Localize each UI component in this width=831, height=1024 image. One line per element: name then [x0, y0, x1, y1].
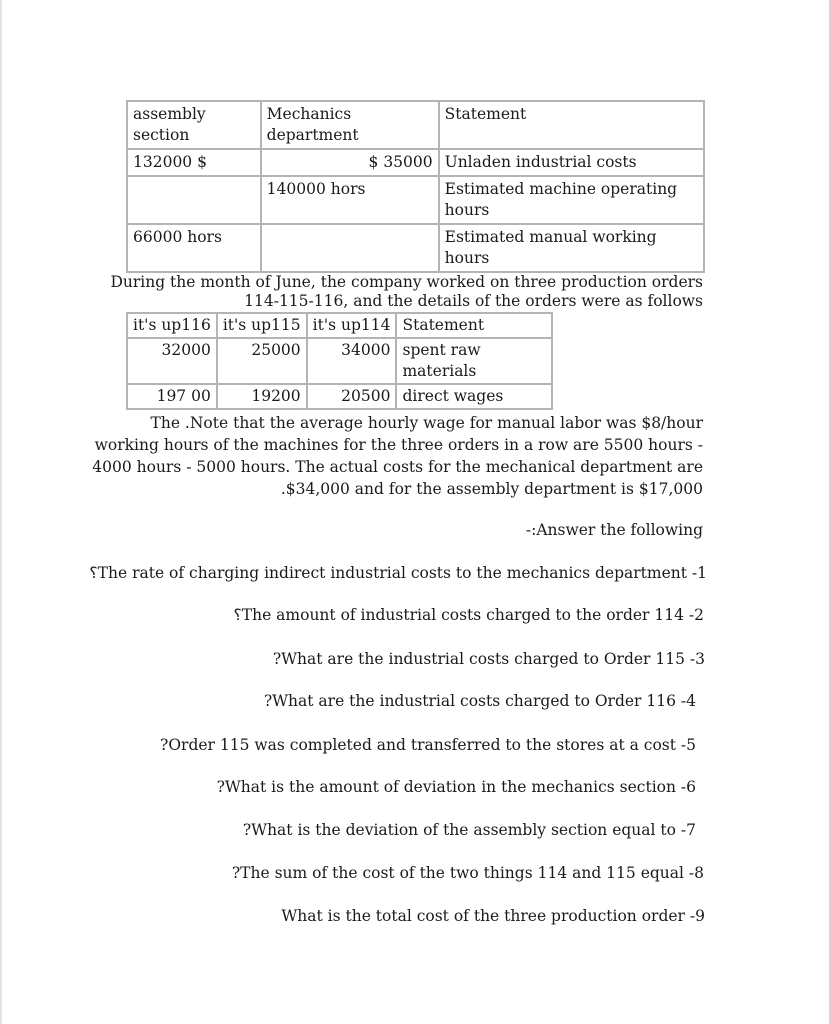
overhead-budget-table: [126, 100, 705, 273]
table-header-cell: Statement: [396, 313, 552, 338]
note-line-2: working hours of the machines for the three orders in a row are 5500 hours -: [94, 436, 703, 454]
question-3: ?What are the industrial costs charged to Order 115 -3: [272, 650, 705, 668]
question-7: ?What is the deviation of the assembly section equal to -7: [242, 821, 696, 839]
table-cell: 197 00: [127, 384, 217, 409]
table-header-cell: it's up114: [307, 313, 397, 338]
intro-line-2: 114-115-116, and the details of the orders were as follows: [244, 292, 703, 310]
intro-line-1: During the month of June, the company worked on three production orders: [110, 273, 703, 291]
table-cell: 20500: [307, 384, 397, 409]
table-cell: Estimated machine operating hours: [439, 176, 704, 224]
question-9: What is the total cost of the three production order -9: [281, 907, 705, 925]
table-cell: Unladen industrial costs: [439, 149, 704, 176]
table-cell: 132000 $: [127, 149, 261, 176]
note-line-3: 4000 hours - 5000 hours. The actual costs for the mechanical department are: [92, 458, 703, 476]
table-cell: Estimated manual working hours: [439, 224, 704, 272]
table-cell: 66000 hors: [127, 224, 261, 272]
table-header-cell: it's up116: [127, 313, 217, 338]
table-row: [127, 224, 704, 272]
table-cell: spent raw materials: [396, 338, 552, 384]
table-cell: 32000: [127, 338, 217, 384]
table-row: [127, 149, 704, 176]
question-6: ?What is the amount of deviation in the mechanics section -6: [216, 778, 696, 796]
page-edge-left: [0, 0, 2, 1024]
question-8: ?The sum of the cost of the two things 114 and 115 equal -8: [231, 864, 704, 882]
question-1: ؟The rate of charging indirect industrial costs to the mechanics department -1: [89, 564, 707, 582]
table-header-cell: assembly section: [127, 101, 261, 149]
table-cell: 19200: [217, 384, 307, 409]
table-header-cell: Mechanics department: [261, 101, 439, 149]
table-header-cell: it's up115: [217, 313, 307, 338]
table-cell: [127, 176, 261, 224]
table-header-row: [127, 101, 704, 149]
table-cell: direct wages: [396, 384, 552, 409]
orders-table: [126, 312, 553, 410]
question-4: ?What are the industrial costs charged to Order 116 -4: [263, 692, 696, 710]
table-row: [127, 384, 552, 409]
table-cell: 25000: [217, 338, 307, 384]
table-header-row: [127, 313, 552, 338]
table-cell: 34000: [307, 338, 397, 384]
note-line-4: .$34,000 and for the assembly department is $17,000: [280, 480, 703, 498]
question-2: ؟The amount of industrial costs charged to the order 114 -2: [233, 606, 704, 624]
question-5: ?Order 115 was completed and transferred to the stores at a cost -5: [160, 736, 696, 754]
table-row: [127, 338, 552, 384]
table-cell: [261, 224, 439, 272]
table-cell: $ 35000: [261, 149, 439, 176]
answer-heading: -:Answer the following: [525, 521, 703, 539]
table-header-cell: Statement: [439, 101, 704, 149]
note-line-1: The .Note that the average hourly wage for manual labor was $8/hour: [150, 414, 703, 432]
table-row: [127, 176, 704, 224]
table-cell: 140000 hors: [261, 176, 439, 224]
